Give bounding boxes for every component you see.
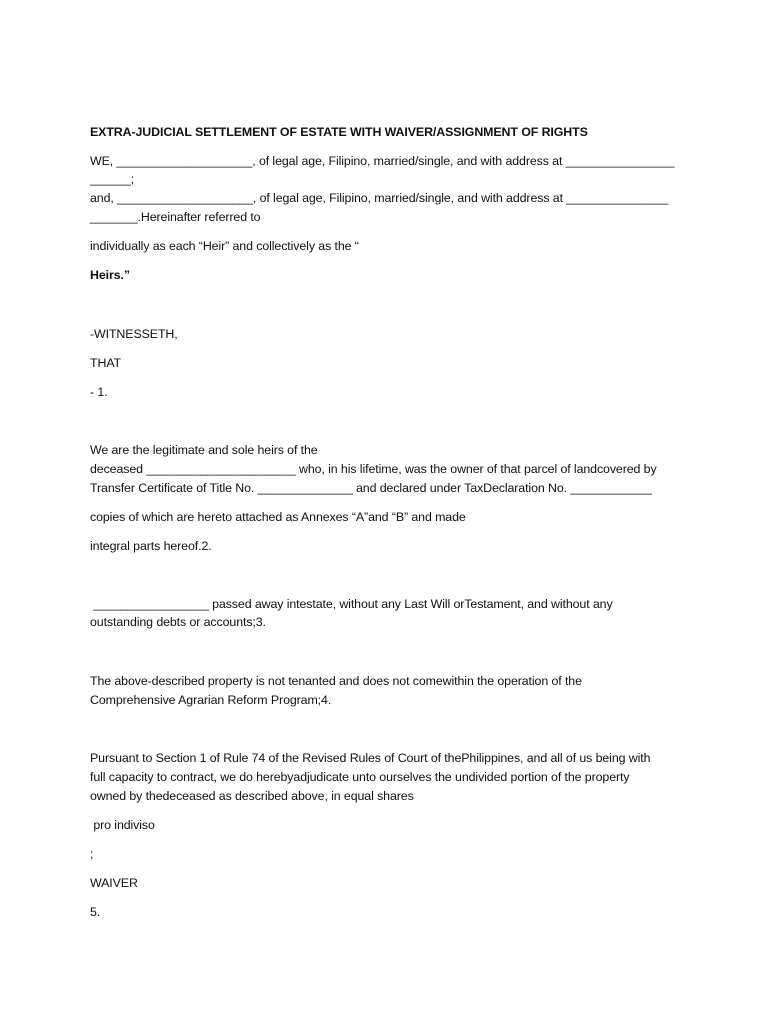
- paragraph-line: integral parts hereof.2.: [90, 539, 212, 553]
- paragraph-line: and, ____________________, of legal age, Filipino, married/single, and with address at _______________: [90, 191, 669, 205]
- paragraph-line: We are the legitimate and sole heirs of the: [90, 443, 318, 457]
- paragraph-line: owned by thedeceased as described above, in equal shares: [90, 789, 414, 803]
- witnesseth-heading: -WITNESSETH,: [90, 327, 178, 341]
- paragraph-line: ______;: [90, 172, 135, 186]
- document-title: EXTRA-JUDICIAL SETTLEMENT OF ESTATE WITH WAIVER/ASSIGNMENT OF RIGHTS: [90, 125, 588, 139]
- paragraph-line: Transfer Certificate of Title No. ______________ and declared under TaxDeclaration No. ____________: [90, 481, 652, 495]
- waiver-heading: WAIVER: [90, 876, 138, 890]
- paragraph-line: The above-described property is not tenanted and does not comewithin the operation of the: [90, 674, 582, 688]
- paragraph-line: deceased ______________________ who, in his lifetime, was the owner of that parcel of landcovered by: [90, 462, 657, 476]
- paragraph-line: Pursuant to Section 1 of Rule 74 of the Revised Rules of Court of thePhilippines, and all of us being with: [90, 751, 651, 765]
- paragraph-line: outstanding debts or accounts;3.: [90, 615, 266, 629]
- paragraph-line: copies of which are hereto attached as Annexes “A”and “B” and made: [90, 510, 466, 524]
- paragraph-line: WE, ____________________, of legal age, Filipino, married/single, and with address at ________________: [90, 154, 675, 168]
- paragraph-line: _________________ passed away intestate, without any Last Will orTestament, and without any: [90, 597, 613, 611]
- that-heading: THAT: [90, 356, 122, 370]
- pro-indiviso-text: pro indiviso: [90, 818, 155, 832]
- heirs-label: Heirs.”: [90, 268, 130, 282]
- paragraph-line: full capacity to contract, we do herebyadjudicate unto ourselves the undivided portion of the property: [90, 770, 630, 784]
- item-number: - 1.: [90, 385, 108, 399]
- paragraph-line: individually as each “Heir” and collectively as the “: [90, 239, 359, 253]
- item-number: 5.: [90, 905, 101, 919]
- semicolon-text: ;: [90, 847, 94, 861]
- paragraph-line: Comprehensive Agrarian Reform Program;4.: [90, 693, 332, 707]
- paragraph-line: _______.Hereinafter referred to: [90, 210, 261, 224]
